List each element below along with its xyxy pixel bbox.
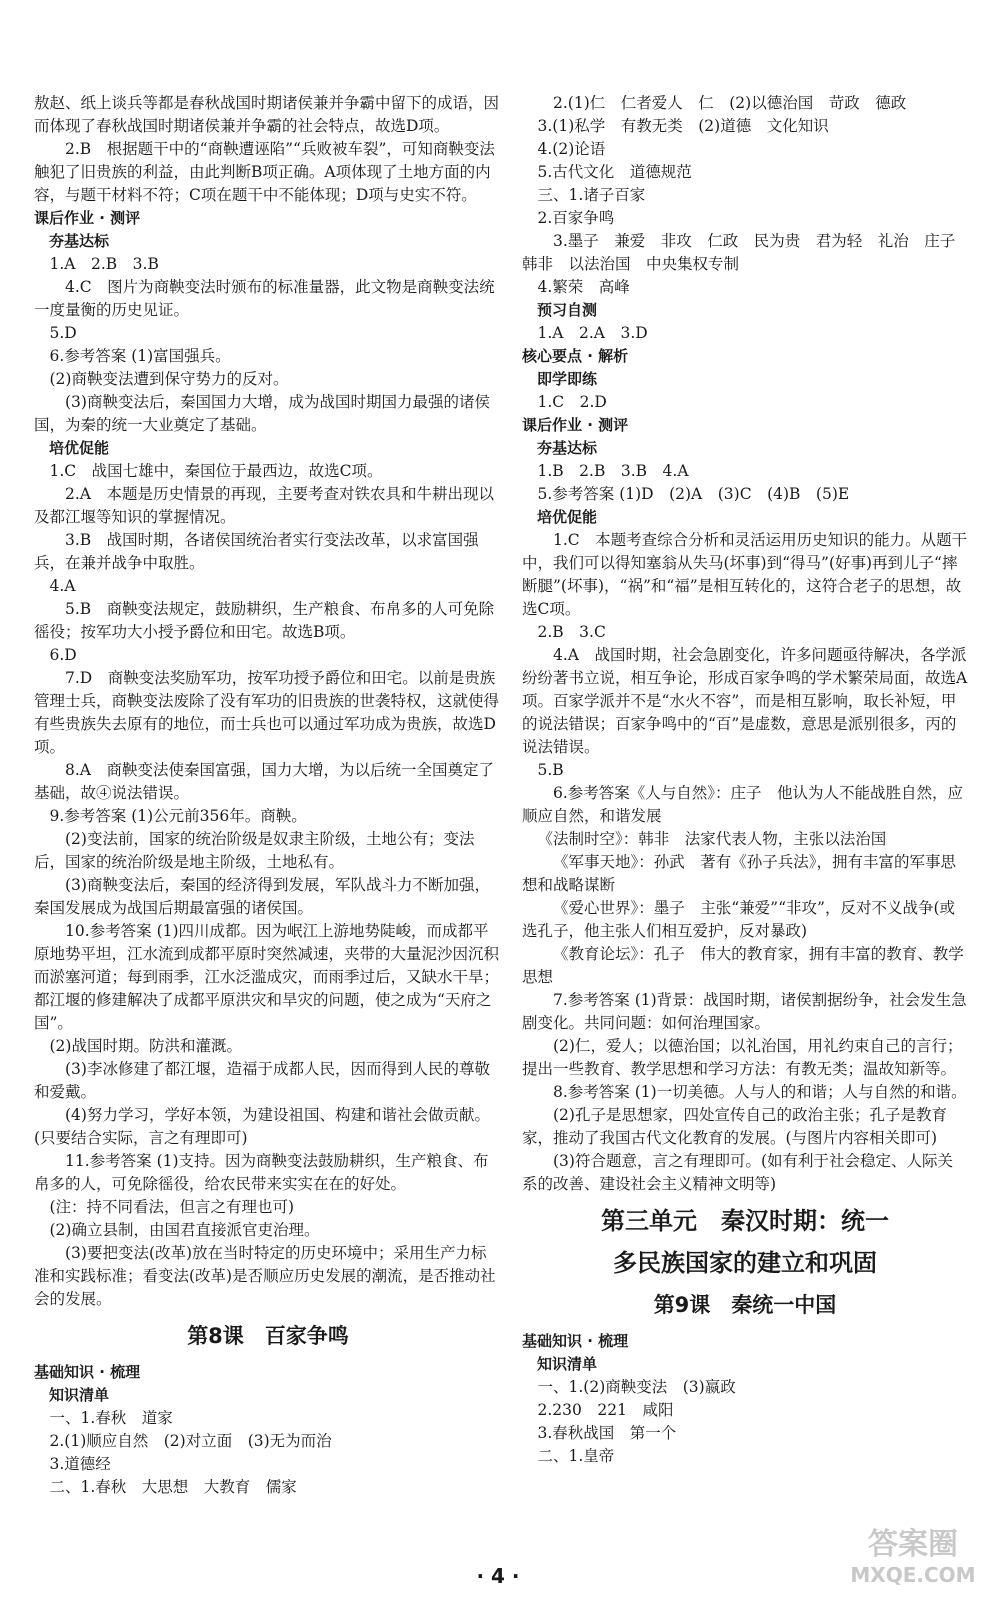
- text-paragraph: 一、1.春秋 道家: [49, 1409, 173, 1427]
- text-paragraph: 二、1.春秋 大思想 大教育 儒家: [49, 1478, 297, 1496]
- text-paragraph: 1.A 2.A 3.D: [537, 324, 648, 342]
- text-paragraph: (3)商鞅变法后，秦国的经济得到发展，军队战斗力不断加强，秦国发展成为战国后期最富强的诸侯国。: [34, 876, 490, 917]
- subsection-heading: 夯基达标: [49, 232, 110, 250]
- text-paragraph: 1.B 2.B 3.B 4.A: [537, 462, 689, 480]
- text-paragraph: 1.A 2.B 3.B: [49, 255, 159, 273]
- section-heading: 课后作业 · 测评: [34, 209, 141, 227]
- text-paragraph: 1.C 本题考查综合分析和灵活运用历史知识的能力。从题干中，我们可以得知塞翁从失马(坏事)到“得马”(好事)再到儿子“摔断腿”(坏事)，“祸”和“福”是相互转化的，这符合老子的思想，故选C项。: [522, 531, 968, 618]
- text-paragraph: (3)李冰修建了都江堰，造福于成都人民，因而得到人民的尊敬和爱戴。: [34, 1060, 490, 1101]
- subsection-heading: 即学即练: [537, 370, 598, 388]
- text-paragraph: 4.A: [49, 577, 76, 595]
- text-paragraph: 2.B 根据题干中的“商鞅遭诬陷”“兵败被车裂”，可知商鞅变法触犯了旧贵族的利益，由此判断B项正确。A项体现了土地方面的内容，与题干材料不符；C项在题干中不能体现；D项与史实不符。: [34, 140, 495, 204]
- text-paragraph: 3.墨子 兼爱 非攻 仁政 民为贵 君为轻 礼治 庄子 韩非 以法治国 中央集权专制: [522, 232, 971, 273]
- subsection-heading: 预习自测: [537, 301, 598, 319]
- text-paragraph: 3.道德经: [49, 1455, 111, 1473]
- text-paragraph: 3.B 战国时期，各诸侯国统治者实行变法改革，以求富国强兵，在兼并战争中取胜。: [34, 531, 479, 572]
- text-paragraph: (注：持不同看法，但言之有理也可): [49, 1198, 295, 1216]
- text-paragraph: 2.230 221 咸阳: [537, 1401, 674, 1419]
- text-paragraph: (2)孔子是思想家，四处宣传自己的政治主张；孔子是教育家，推动了我国古代文化教育的发展。(与图片内容相关即可): [522, 1106, 947, 1147]
- section-heading: 基础知识 · 梳理: [34, 1363, 141, 1381]
- text-paragraph: 8.参考答案 (1)一切美德。人与人的和谐；人与自然的和谐。: [553, 1083, 967, 1101]
- text-paragraph: 2.(1)仁 仁者爱人 仁 (2)以德治国 苛政 德政: [553, 94, 907, 112]
- text-paragraph: 6.D: [49, 646, 77, 664]
- text-paragraph: 10.参考答案 (1)四川成都。因为岷江上游地势陡峻，而成都平原地势平坦，江水流到成都平原时突然减速，夹带的大量泥沙因沉积而淤塞河道；每到雨季，江水泛滥成灾，而雨季过后，又缺水干旱；都江堰的修建解决了成都平原洪灾和旱灾的问题，使之成为“天府之国”。: [34, 922, 500, 1032]
- text-paragraph: (2)战国时期。防洪和灌溉。: [49, 1037, 242, 1055]
- text-paragraph: (2)确立县制，由国君直接派官吏治理。: [49, 1221, 320, 1239]
- text-paragraph: 7.D 商鞅变法奖励军功，按军功授予爵位和田宅。以前是贵族管理士兵，商鞅变法废除了没有军功的旧贵族的世袭特权，这就使得有些贵族失去原有的地位，而士兵也可以通过军功成为贵族，故选D项。: [34, 669, 500, 756]
- unit-title: 多民族国家的建立和巩固: [613, 1249, 877, 1277]
- text-paragraph: 3.(1)私学 有教无类 (2)道德 文化知识: [537, 117, 829, 135]
- subsection-heading: 夯基达标: [537, 439, 598, 457]
- text-paragraph: 1.C 战国七雄中，秦国位于最西边，故选C项。: [49, 462, 383, 480]
- text-paragraph: (3)要把变法(改革)放在当时特定的历史环境中；采用生产力标准和实践标准；看变法(改革)是否顺应历史发展的潮流，是否推动社会的发展。: [34, 1244, 496, 1308]
- unit-title: 第三单元 秦汉时期：统一: [601, 1207, 889, 1235]
- text-paragraph: (3)符合题意，言之有理即可。(如有利于社会稳定、人际关系的改善、建设社会主义精神文明等): [522, 1152, 954, 1193]
- right-column: [522, 92, 971, 1468]
- page-number: · 4 ·: [476, 1564, 520, 1588]
- subsection-heading: 知识清单: [537, 1355, 598, 1373]
- text-paragraph: 《教育论坛》：孔子 伟大的教育家，拥有丰富的教育、教学思想: [522, 945, 964, 986]
- text-paragraph: 《军事天地》：孙武 著有《孙子兵法》，拥有丰富的军事思想和战略谋断: [522, 853, 957, 894]
- subsection-heading: 培优促能: [49, 439, 110, 457]
- text-paragraph: 9.参考答案 (1)公元前356年。商鞅。: [49, 807, 307, 825]
- watermark-title: 答案圈: [868, 1527, 958, 1562]
- text-paragraph: 一、1.(2)商鞅变法 (3)嬴政: [537, 1378, 736, 1396]
- text-paragraph: 《法制时空》：韩非 法家代表人物，主张以法治国: [537, 830, 887, 848]
- text-paragraph: 2.A 本题是历史情景的再现，主要考查对铁农具和牛耕出现以及都江堰等知识的掌握情况。: [34, 485, 494, 526]
- watermark-url: MXQE.COM: [850, 1563, 976, 1587]
- lesson-title: 第8课 百家争鸣: [187, 1324, 349, 1348]
- text-paragraph: (2)仁，爱人；以德治国；以礼治国，用礼约束自己的言行；提出一些教育、教学思想和学习方法：有教无类；温故知新等。: [522, 1037, 963, 1078]
- lesson-title: 第9课 秦统一中国: [653, 1293, 837, 1317]
- text-paragraph: (4)努力学习，学好本领，为建设祖国、构建和谐社会做贡献。(只要结合实际，言之有理即可): [34, 1106, 490, 1147]
- text-paragraph: 2.B 3.C: [537, 623, 606, 641]
- text-paragraph: 11.参考答案 (1)支持。因为商鞅变法鼓励耕织，生产粮食、布帛多的人，可免除徭役，给农民带来实实在在的好处。: [34, 1152, 489, 1193]
- text-paragraph: 4.C 图片为商鞅变法时颁布的标准量器，此文物是商鞅变法统一度量衡的历史见证。: [34, 278, 495, 319]
- section-heading: 核心要点 · 解析: [522, 347, 629, 365]
- left-column: [34, 92, 502, 1499]
- text-paragraph: 1.C 2.D: [537, 393, 607, 411]
- text-paragraph: 5.D: [49, 324, 77, 342]
- section-heading: 课后作业 · 测评: [522, 416, 629, 434]
- text-paragraph: 6.参考答案 (1)富国强兵。: [49, 347, 231, 365]
- text-paragraph: 5.参考答案 (1)D (2)A (3)C (4)B (5)E: [537, 485, 850, 503]
- text-paragraph: 《爱心世界》：墨子 主张“兼爱”“非攻”，反对不义战争(或选孔子，他主张人们相互爱护，反对暴政): [522, 899, 955, 940]
- text-paragraph: 2.百家争鸣: [537, 209, 615, 227]
- text-paragraph: (3)商鞅变法后，秦国国力大增，成为战国时期国力最强的诸侯国，为秦的统一大业奠定了基础。: [34, 393, 490, 434]
- subsection-heading: 培优促能: [537, 508, 598, 526]
- text-paragraph: 4.A 战国时期，社会急剧变化，许多问题亟待解决，各学派纷纷著书立说，相互争论，形成百家争鸣的学术繁荣局面，故选A项。百家学派并不是“水火不容”，而是相互影响，取长补短，甲的说法错误；百家争鸣中的“百”是虚数，意思是派别很多，丙的说法错误。: [522, 646, 968, 756]
- text-paragraph: 6.参考答案《人与自然》：庄子 他认为人不能战胜自然，应顺应自然，和谐发展: [522, 784, 964, 825]
- text-paragraph: 3.春秋战国 第一个: [537, 1424, 677, 1442]
- text-paragraph: 三、1.诸子百家: [537, 186, 646, 204]
- text-paragraph: 5.古代文化 道德规范: [537, 163, 692, 181]
- text-paragraph: 二、1.皇帝: [537, 1447, 615, 1465]
- text-paragraph: (2)商鞅变法遭到保守势力的反对。: [49, 370, 289, 388]
- text-paragraph: 敖赵、纸上谈兵等都是春秋战国时期诸侯兼并争霸中留下的成语，因而体现了春秋战国时期诸侯兼并争霸的社会特点，故选D项。: [34, 94, 500, 135]
- section-heading: 基础知识 · 梳理: [522, 1332, 629, 1350]
- text-paragraph: (2)变法前，国家的统治阶级是奴隶主阶级，土地公有；变法后，国家的统治阶级是地主阶级，土地私有。: [34, 830, 475, 871]
- text-paragraph: 5.B: [537, 761, 564, 779]
- text-paragraph: 4.(2)论语: [537, 140, 606, 158]
- subsection-heading: 知识清单: [49, 1386, 110, 1404]
- text-paragraph: 2.(1)顺应自然 (2)对立面 (3)无为而治: [49, 1432, 332, 1450]
- text-paragraph: 4.繁荣 高峰: [537, 278, 630, 296]
- watermark-logo: [838, 1520, 988, 1590]
- text-paragraph: 5.B 商鞅变法规定，鼓励耕织，生产粮食、布帛多的人可免除徭役；按军功大小授予爵位和田宅。故选B项。: [34, 600, 495, 641]
- text-paragraph: 8.A 商鞅变法使秦国富强，国力大增，为以后统一全国奠定了基础，故④说法错误。: [34, 761, 494, 802]
- text-paragraph: 7.参考答案 (1)背景：战国时期，诸侯割据纷争，社会发生急剧变化。共同问题：如何治理国家。: [522, 991, 967, 1032]
